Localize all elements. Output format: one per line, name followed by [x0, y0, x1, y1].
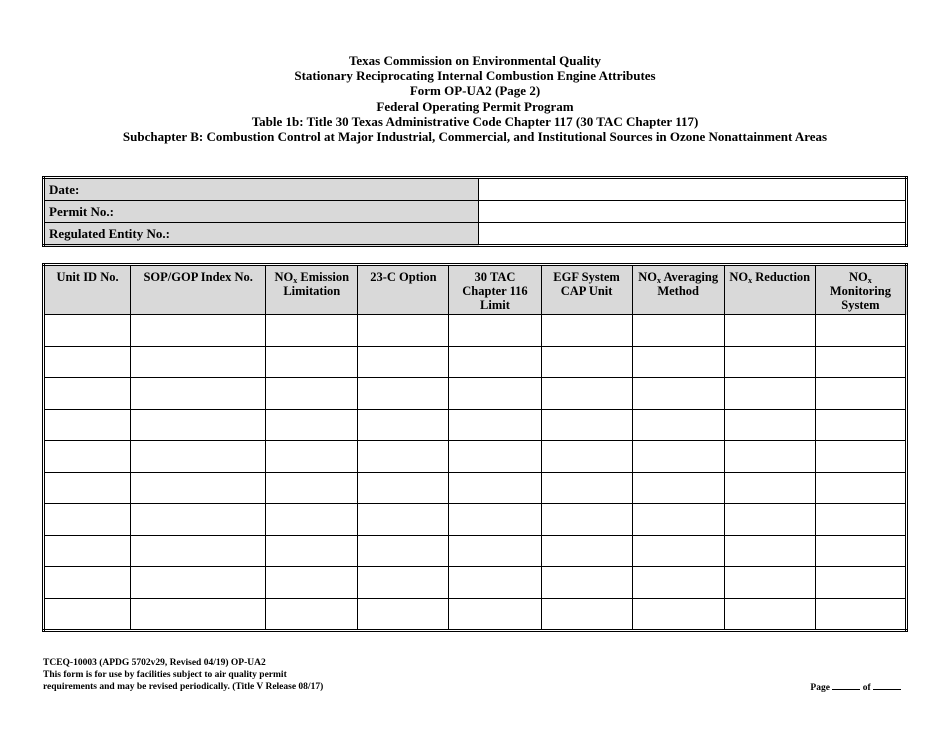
table-cell[interactable]: [44, 535, 131, 567]
page-total-field[interactable]: [873, 680, 901, 690]
table-cell[interactable]: [815, 535, 906, 567]
table-cell[interactable]: [724, 567, 815, 599]
table-cell[interactable]: [724, 378, 815, 410]
table-cell[interactable]: [131, 378, 266, 410]
col-chapter-116-limit: 30 TAC Chapter 116 Limit: [449, 265, 541, 315]
table-cell[interactable]: [541, 598, 632, 631]
permit-number-field[interactable]: [479, 201, 907, 223]
table-cell[interactable]: [449, 409, 541, 441]
date-label: Date:: [44, 178, 479, 201]
program-name: Federal Operating Permit Program: [376, 98, 574, 114]
table-cell[interactable]: [131, 441, 266, 473]
table-cell[interactable]: [266, 598, 358, 631]
table-cell[interactable]: [44, 378, 131, 410]
table-cell[interactable]: [541, 346, 632, 378]
table-cell[interactable]: [632, 504, 724, 536]
page-label: Page: [810, 683, 830, 693]
permit-row: [44, 201, 907, 223]
table-cell[interactable]: [815, 472, 906, 504]
col-nox-reduction: $NO_x$ Reduction: [724, 265, 815, 315]
permit-number-label: Permit No.:: [44, 201, 479, 223]
entity-row: [44, 223, 907, 246]
table-cell[interactable]: [358, 504, 449, 536]
table-cell[interactable]: [632, 315, 724, 347]
table-cell[interactable]: [44, 346, 131, 378]
date-row: [44, 178, 907, 201]
table-cell[interactable]: [632, 441, 724, 473]
table-cell[interactable]: [266, 472, 358, 504]
form-id: TCEQ-10003 (APDG 5702v29, Revised 04/19) OP-UA2: [43, 658, 266, 668]
regulated-entity-label: Regulated Entity No.:: [44, 223, 479, 246]
table-cell[interactable]: [44, 315, 131, 347]
table-title: Table 1b: Title 30 Texas Administrative Code Chapter 117 (30 TAC Chapter 117): [251, 113, 699, 129]
table-row: [44, 567, 907, 599]
table-cell[interactable]: [724, 441, 815, 473]
table-cell[interactable]: [724, 315, 815, 347]
table-cell[interactable]: [724, 472, 815, 504]
table-cell[interactable]: [131, 504, 266, 536]
table-cell[interactable]: [131, 598, 266, 631]
table-row: [44, 441, 907, 473]
table-cell[interactable]: [815, 409, 906, 441]
form-number: Form OP-UA2 (Page 2): [409, 83, 541, 99]
table-cell[interactable]: [449, 441, 541, 473]
table-row: [44, 535, 907, 567]
col-index-no: SOP/GOP Index No.: [131, 265, 266, 315]
col-egf-system-cap-unit: EGF System CAP Unit: [541, 265, 632, 315]
table-cell[interactable]: [131, 409, 266, 441]
table-cell[interactable]: [266, 409, 358, 441]
table-cell[interactable]: [541, 504, 632, 536]
table-cell[interactable]: [131, 315, 266, 347]
table-cell[interactable]: [632, 409, 724, 441]
form-header: [0, 53, 950, 144]
table-cell[interactable]: [266, 441, 358, 473]
table-cell[interactable]: [358, 346, 449, 378]
table-body: [44, 315, 907, 631]
table-cell[interactable]: [815, 441, 906, 473]
table-cell[interactable]: [266, 315, 358, 347]
table-cell[interactable]: [131, 346, 266, 378]
table-cell[interactable]: [131, 535, 266, 567]
table-cell[interactable]: [815, 504, 906, 536]
table-cell[interactable]: [449, 472, 541, 504]
form-notice-line2: requirements and may be revised periodically. (Title V Release 08/17): [43, 682, 324, 692]
table-cell[interactable]: [724, 598, 815, 631]
subchapter-title: Subchapter B: Combustion Control at Major Industrial, Commercial, and Institutional Sources in Ozone Nonattainment Areas: [122, 129, 828, 145]
table-row: [44, 315, 907, 347]
table-row: [44, 598, 907, 631]
agency-title: Texas Commission on Environmental Quality: [348, 53, 602, 68]
table-cell[interactable]: [632, 567, 724, 599]
engine-attributes-table: [42, 263, 908, 632]
table-cell[interactable]: [541, 535, 632, 567]
table-cell[interactable]: [632, 535, 724, 567]
table-cell[interactable]: [44, 504, 131, 536]
table-cell[interactable]: [449, 504, 541, 536]
col-unit-id: Unit ID No.: [44, 265, 131, 315]
table-cell[interactable]: [266, 378, 358, 410]
table-cell[interactable]: [541, 315, 632, 347]
table-row: [44, 472, 907, 504]
table-cell[interactable]: [266, 504, 358, 536]
regulated-entity-field[interactable]: [479, 223, 907, 246]
table-cell[interactable]: [541, 409, 632, 441]
table-row: [44, 409, 907, 441]
table-cell[interactable]: [44, 598, 131, 631]
table-header-row: [44, 265, 907, 315]
col-nox-emission-limitation: $NO_x$ Emission Limitation: [266, 265, 358, 315]
table-cell[interactable]: [632, 472, 724, 504]
table-cell[interactable]: [44, 409, 131, 441]
table-cell[interactable]: [724, 346, 815, 378]
table-cell[interactable]: [266, 535, 358, 567]
table-cell[interactable]: [358, 409, 449, 441]
table-cell[interactable]: [724, 535, 815, 567]
table-cell[interactable]: [815, 378, 906, 410]
table-cell[interactable]: [266, 567, 358, 599]
page-number: [810, 680, 901, 693]
table-cell[interactable]: [44, 567, 131, 599]
col-23c-option: 23-C Option: [358, 265, 449, 315]
table-cell[interactable]: [358, 472, 449, 504]
date-field[interactable]: [479, 178, 907, 201]
table-cell[interactable]: [358, 315, 449, 347]
table-cell[interactable]: [541, 567, 632, 599]
table-cell[interactable]: [449, 567, 541, 599]
table-cell[interactable]: [815, 567, 906, 599]
table-cell[interactable]: [632, 346, 724, 378]
table-cell[interactable]: [815, 315, 906, 347]
table-cell[interactable]: [449, 378, 541, 410]
of-label: of: [862, 683, 871, 693]
table-cell[interactable]: [632, 598, 724, 631]
table-cell[interactable]: [44, 472, 131, 504]
table-cell[interactable]: [131, 567, 266, 599]
permit-info-table: [42, 176, 908, 247]
table-cell[interactable]: [449, 598, 541, 631]
col-nox-averaging-method: $NO_x$ Averaging Method: [632, 265, 724, 315]
table-cell[interactable]: [358, 567, 449, 599]
table-cell[interactable]: [449, 346, 541, 378]
table-row: [44, 378, 907, 410]
table-cell[interactable]: [131, 472, 266, 504]
table-cell[interactable]: [358, 535, 449, 567]
table-cell[interactable]: [815, 346, 906, 378]
table-cell[interactable]: [724, 409, 815, 441]
col-nox-monitoring-system: $NO_x$ Monitoring System: [815, 265, 906, 315]
table-cell[interactable]: [358, 441, 449, 473]
table-cell[interactable]: [449, 315, 541, 347]
table-cell[interactable]: [266, 346, 358, 378]
table-cell[interactable]: [815, 598, 906, 631]
table-cell[interactable]: [449, 535, 541, 567]
table-cell[interactable]: [358, 598, 449, 631]
table-cell[interactable]: [541, 378, 632, 410]
form-notice-line1: This form is for use by facilities subject to air quality permit: [43, 670, 287, 680]
form-subject: Stationary Reciprocating Internal Combustion Engine Attributes: [294, 68, 656, 84]
table-cell[interactable]: [632, 378, 724, 410]
table-cell[interactable]: [44, 441, 131, 473]
page-current-field[interactable]: [832, 680, 860, 690]
table-row: [44, 504, 907, 536]
table-cell[interactable]: [541, 472, 632, 504]
table-cell[interactable]: [541, 441, 632, 473]
table-row: [44, 346, 907, 378]
form-footer: [43, 657, 323, 693]
table-cell[interactable]: [724, 504, 815, 536]
table-cell[interactable]: [358, 378, 449, 410]
